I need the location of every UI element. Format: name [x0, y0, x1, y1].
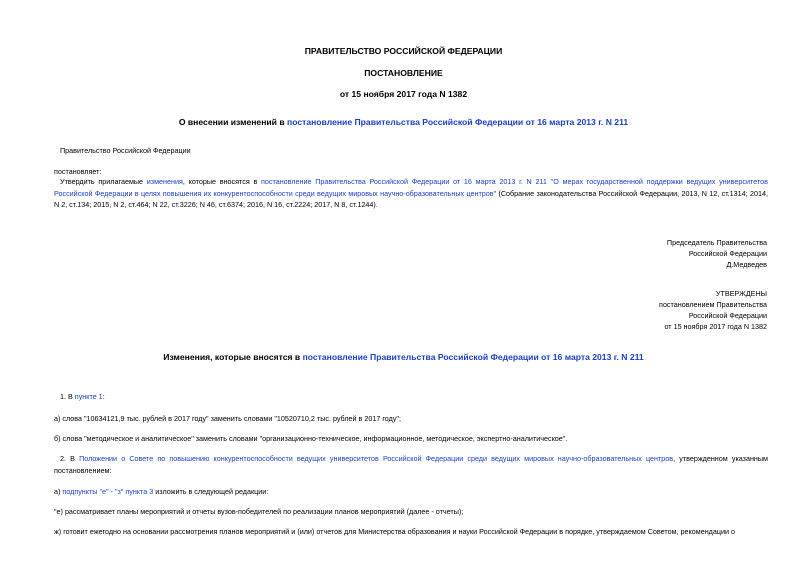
resolves-line: постановляет: — [54, 167, 102, 176]
changes-title — [0, 352, 807, 362]
item-1 — [60, 391, 105, 403]
approval-line-2: постановлением Правительства — [659, 300, 767, 309]
approval-line-3: Российской Федерации — [688, 311, 767, 320]
approval-line-1: УТВЕРЖДЕНЫ — [715, 289, 767, 298]
approval-line-4: от 15 ноября 2017 года N 1382 — [664, 322, 767, 331]
p1-text-c: (Собрание законодательства Российской Федерации, 2013, N 12, ст.1314; 2014, N 2, ст.134; 2015, N 2, ст.464; N 22, ст.3226; N 46, ст.6374; 2016, N 16, ст.2224; 2017, N 8, ст.1244). — [54, 188, 768, 210]
changes-title-prefix: Изменения, которые вносятся в — [163, 352, 303, 362]
p1-text-a: Утвердить прилагаемые — [60, 177, 147, 186]
item-2e: "е) рассматривает планы мероприятий и отчеты вузов-победителей по реализации планов мероприятий (далее - отчеты); — [54, 507, 464, 516]
subparagraphs-link[interactable]: подпункты "е" - "з" пункта 3 — [62, 487, 154, 496]
signature-name: Д.Медведев — [726, 260, 767, 269]
government-heading: ПРАВИТЕЛЬСТВО РОССИЙСКОЙ ФЕДЕРАЦИИ — [304, 46, 503, 56]
document-type: ПОСТАНОВЛЕНИЕ — [364, 68, 443, 78]
item-2-text-b: , утвержденном указанным постановлением: — [54, 454, 768, 475]
changes-link[interactable]: изменения — [146, 177, 183, 186]
decree-211-link[interactable]: постановление Правительства Российской Федерации от 16 марта 2013 г. N 211 "О мерах государственной поддержки ведущих университетов Российской Федерации в целях повышения их конкурентоспособности среди ведущих мировых научно-образовательных центров" — [54, 177, 768, 198]
item-2 — [54, 453, 768, 476]
item-1a: а) слова "10634121,9 тыс. рублей в 2017 году" заменить словами "10520710,2 тыс. рублей в 2017 году"; — [54, 414, 401, 423]
changes-title-link[interactable]: постановление Правительства Российской Федерации от 16 марта 2013 г. N 211 — [302, 352, 644, 362]
resolution-paragraph — [54, 176, 768, 211]
document-title — [0, 117, 807, 127]
signature-line-1: Председатель Правительства — [666, 238, 767, 247]
item-2-text-a: 2. В — [60, 454, 80, 463]
item-2a-text-a: а) — [54, 487, 63, 496]
document-date: от 15 ноября 2017 года N 1382 — [339, 89, 468, 99]
council-regulation-link[interactable]: Положении о Совете по повышению конкурентоспособности ведущих университетов Российской Федерации среди ведущих мировых научно-образовательных центров — [79, 454, 674, 463]
item-1-text-a: 1. В — [60, 392, 75, 401]
item-2a — [54, 486, 268, 498]
title-prefix: О внесении изменений в — [178, 117, 288, 127]
title-link[interactable]: постановление Правительства Российской Федерации от 16 марта 2013 г. N 211 — [287, 117, 629, 127]
signature-line-2: Российской Федерации — [688, 249, 767, 258]
p1-text-b: , которые вносятся в — [182, 177, 261, 186]
item-2a-text-b: изложить в следующей редакции: — [153, 487, 269, 496]
item-1-link[interactable]: пункте 1 — [74, 392, 103, 401]
issuer-line: Правительство Российской Федерации — [60, 146, 191, 155]
item-2zh: ж) готовит ежегодно на основании рассмотрения планов мероприятий и (или) отчетов для Министерства образования и науки Российской Федерации в порядке, утверждаемом Советом, рекомендации о — [54, 527, 736, 536]
item-1-text-b: : — [102, 392, 105, 401]
item-1b: б) слова "методическое и аналитическое" заменить словами "организационно-техническое, информационное, методическое, экспертно-аналитическое". — [54, 434, 568, 443]
